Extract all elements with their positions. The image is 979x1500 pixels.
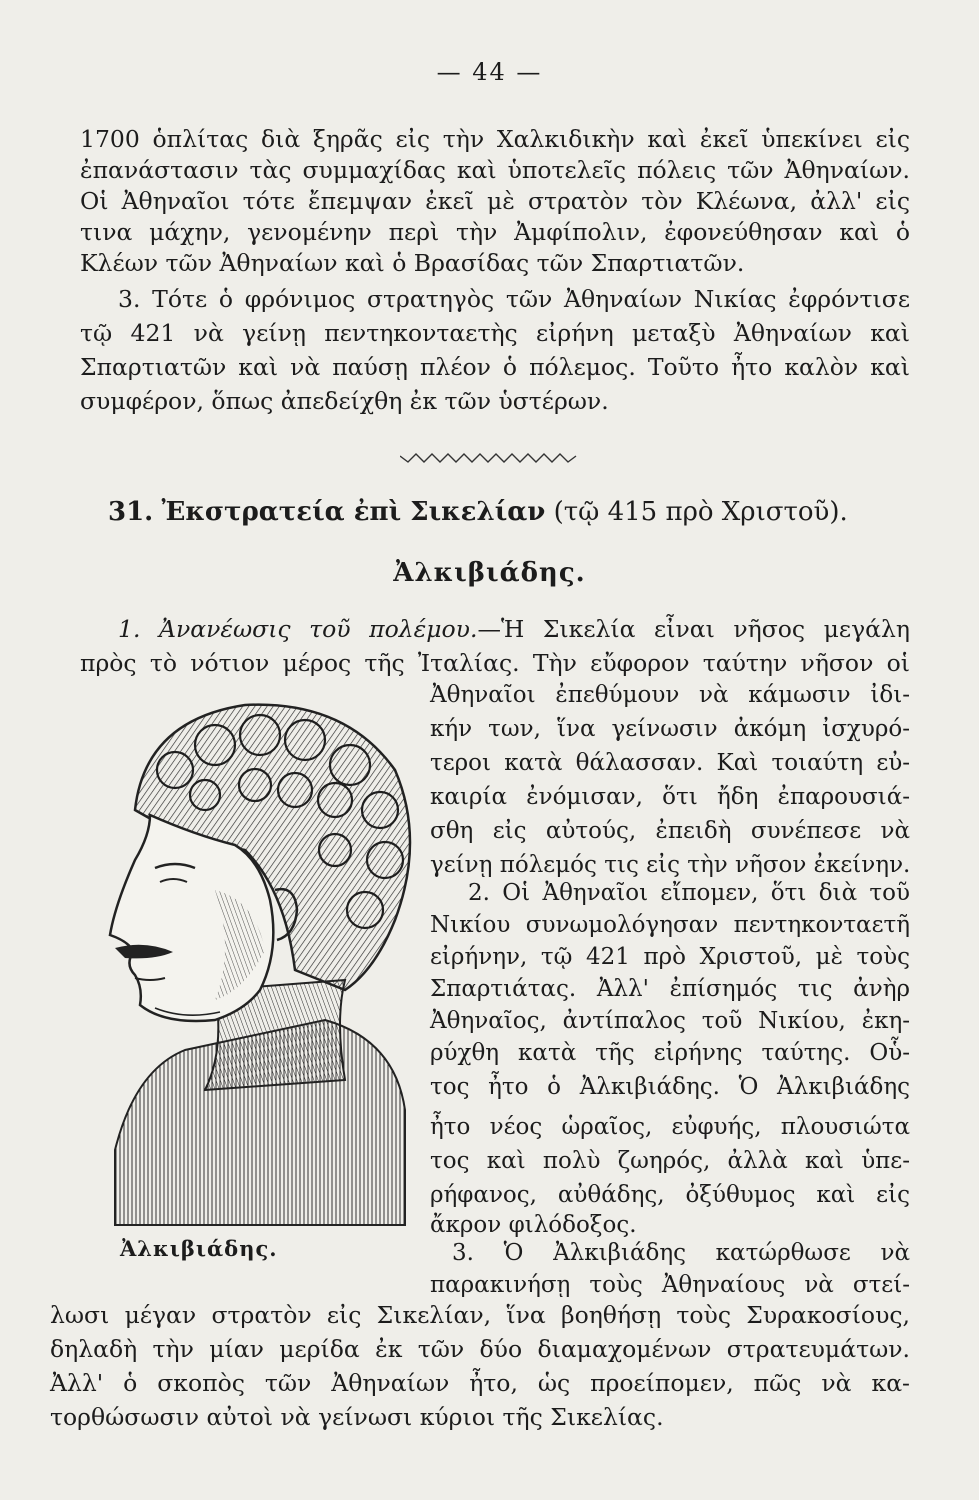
text-line: πρὸς τὸ νότιον μέρος τῆς Ἰταλίας. Τὴν εὔφορον ταύτην νῆσον οἱ (80, 649, 910, 677)
wrap-line: ρύχθη κατὰ τῆς εἰρήνης ταύτης. Οὗ- (430, 1040, 910, 1066)
wrap-line: 3. Ὁ Ἀλκιβιάδης κατώρθωσε νὰ (452, 1240, 910, 1266)
wrap-line: Ἀθηναῖος, ἀντίπαλος τοῦ Νικίου, ἐκη- (430, 1008, 910, 1034)
wrap-line: τος ἦτο ὁ Ἀλκιβιάδης. Ὁ Ἀλκιβιάδης (430, 1074, 910, 1100)
wrap-line: παρακινήσῃ τοὺς Ἀθηναίους νὰ στεί- (430, 1272, 910, 1298)
wrap-line: Νικίου συνωμολόγησαν πεντηκονταετῆ (430, 912, 910, 938)
alcibiades-portrait (95, 690, 425, 1230)
section-heading (108, 494, 908, 530)
wrap-line: Σπαρτιάτας. Ἀλλ' ἐπίσημός τις ἀνὴρ (430, 976, 910, 1002)
page-number: — 44 — (436, 58, 543, 86)
wrap-line: κήν των, ἵνα γείνωσιν ἀκόμη ἰσχυρό- (430, 716, 910, 742)
wrap-line: ἦτο νέος ὡραῖος, εὐφυής, πλουσιώτα (430, 1114, 910, 1140)
text-line: τῷ 421 νὰ γείνῃ πεντηκονταετὴς εἰρήνη μεταξὺ Ἀθηναίων καὶ (80, 319, 910, 347)
subsection-first-line (118, 614, 910, 644)
section-subtitle: Ἀλκιβιάδης. (393, 558, 586, 588)
text-line: Ἀλλ' ὁ σκοπὸς τῶν Ἀθηναίων ἦτο, ὡς προείπομεν, πῶς νὰ κα- (50, 1369, 910, 1397)
text-line: Κλέων τῶν Ἀθηναίων καὶ ὁ Βρασίδας τῶν Σπαρτιατῶν. (80, 249, 745, 277)
text-line: Σπαρτιατῶν καὶ νὰ παύσῃ πλέον ὁ πόλεμος. Τοῦτο ἦτο καλὸν καὶ (80, 353, 910, 381)
section-title: Ἐκστρατεία ἐπὶ Σικελίαν (161, 497, 546, 527)
wrap-line: σθη εἰς αὐτούς, ἐπειδὴ συνέπεσε νὰ (430, 818, 910, 844)
portrait-caption: Ἀλκιβιάδης. (120, 1236, 278, 1261)
wrap-line: ρήφανος, αὐθάδης, ὀξύθυμος καὶ εἰς (430, 1182, 910, 1208)
wrap-line: εἰρήνην, τῷ 421 πρὸ Χριστοῦ, μὲ τοὺς (430, 944, 910, 970)
wrap-line: 2. Οἱ Ἀθηναῖοι εἴπομεν, ὅτι διὰ τοῦ (468, 880, 910, 906)
text-line: ἐπανάστασιν τὰς συμμαχίδας καὶ ὑποτελεῖς πόλεις τῶν Ἀθηναίων. (80, 156, 910, 184)
wrap-line: Ἀθηναῖοι ἐπεθύμουν νὰ κάμωσιν ἰδι- (430, 682, 910, 708)
text-line: λωσι μέγαν στρατὸν εἰς Σικελίαν, ἵνα βοηθήσῃ τοὺς Συρακοσίους, (50, 1301, 910, 1329)
text-line: τινα μάχην, γενομένην περὶ τὴν Ἀμφίπολιν, ἐφονεύθησαν καὶ ὁ (80, 218, 910, 246)
text-line: 1700 ὁπλίτας διὰ ξηρᾶς εἰς τὴν Χαλκιδικὴν καὶ ἐκεῖ ὑπεκίνει εἰς (80, 125, 910, 153)
section-date: (τῷ 415 πρὸ Χριστοῦ). (553, 497, 848, 527)
wavy-divider (400, 450, 580, 466)
subsection-heading: 1. Ἀνανέωσις τοῦ πολέμου. (118, 615, 478, 643)
text-line: 3. Τότε ὁ φρόνιμος στρατηγὸς τῶν Ἀθηναίων Νικίας ἐφρόντισε (118, 285, 910, 313)
wrap-line: τος καὶ πολὺ ζωηρός, ἀλλὰ καὶ ὑπε- (430, 1148, 910, 1174)
text-line: δηλαδὴ τὴν μίαν μερίδα ἐκ τῶν δύο διαμαχομένων στρατευμάτων. (50, 1335, 910, 1363)
section-number: 31. (108, 497, 154, 527)
wrap-line: τεροι κατὰ θάλασσαν. Καὶ τοιαύτη εὐ- (430, 750, 910, 776)
text-line: Οἱ Ἀθηναῖοι τότε ἔπεμψαν ἐκεῖ μὲ στρατὸν τὸν Κλέωνα, ἀλλ' εἰς (80, 187, 910, 215)
text-line: συμφέρον, ὅπως ἀπεδείχθη ἐκ τῶν ὑστέρων. (80, 387, 609, 415)
subsection-text: —Ἡ Σικελία εἶναι νῆσος μεγάλη (477, 615, 910, 643)
wrap-line: γείνῃ πόλεμός τις εἰς τὴν νῆσον ἐκείνην. (430, 852, 911, 878)
wrap-line: καιρία ἐνόμισαν, ὅτι ἤδη ἐπαρουσιά- (430, 784, 910, 810)
wrap-line: ἄκρον φιλόδοξος. (430, 1212, 637, 1238)
text-line: τορθώσωσιν αὐτοὶ νὰ γείνωσι κύριοι τῆς Σικελίας. (50, 1403, 664, 1431)
